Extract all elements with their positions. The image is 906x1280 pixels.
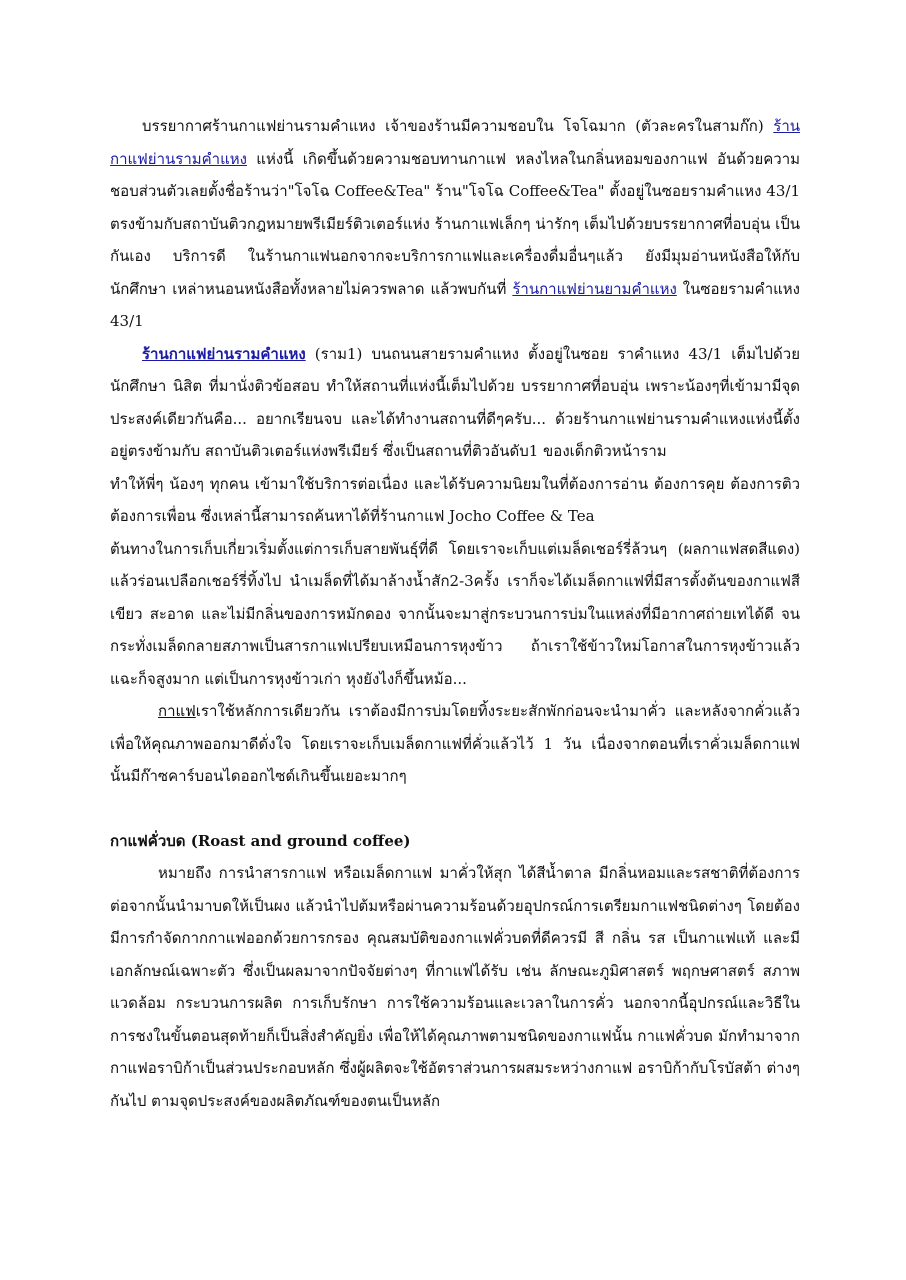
paragraph-services: ทำให้พี่ๆ น้องๆ ทุกคน เข้ามาใช้บริการต่อเนื่อง และได้รับความนิยมในที่ต้องการอ่าน ต้องการคุย ต้องการติว ต้องการเพื่อน ซึ่งเหล่านี้สามารถค้นหาได้ที่ร้านกาแฟ Jocho Coffee & Tea: [110, 474, 800, 525]
paragraph-harvest: ต้นทางในการเก็บเกี่ยวเริ่มตั้งแต่การเก็บสายพันธุ์ที่ดี โดยเราจะเก็บแต่เมล็ดเชอร์รี่ล้วนๆ (ผลกาแฟสดสีแดง) แล้วร่อนเปลือกเชอร์รี่ทิ้งไป นำเมล็ดที่ได้มาล้างน้ำสัก2-3ครั้ง เราก็จะได้เมล็ดกาแฟที่มีสารตั้งต้นของกาแฟสีเขียว สะอาด และไม่มีกลิ่นของการหมักดอง จากนั้นจะมาสู่กระบวนการบ่มในแหล่งที่มีอากาศถ่ายเทได้ดี จนกระทั่งเมล็ดกลายสภาพเป็นสารกาแฟเปรียบเหมือนการหุงข้าว ถ้าเราใช้ข้าวใหม่โอกาสในการหุงข้าวแล้วแฉะก็จสูงมาก แต่เป็นการหุงข้าวเก่า หุงยังไงก็ขึ้นหม้อ...: [110, 539, 800, 688]
paragraph-location: [110, 338, 800, 468]
shop-link-1[interactable]: ร้านกาแฟย่านรามคำแหง: [110, 117, 800, 168]
paragraph-intro: [110, 110, 800, 338]
coffee-underlined-word: กาแฟ: [158, 702, 196, 720]
intro-text-3: ในซอยรามคำแหง 43/1: [110, 279, 801, 330]
paragraph-definition: หมายถึง การนำสารกาแฟ หรือเมล็ดกาแฟ มาคั่วให้สุก ได้สีน้ำตาล มีกลิ่นหอมและรสชาติที่ต้องการ ต่อจากนั้นนำมาบดให้เป็นผง แล้วนำไปต้มหรือผ่านความร้อนด้วยอุปกรณ์การเตรียมกาแฟชนิดต่างๆ โดยต้องมีการกำจัดกากกาแฟออกด้วยการกรอง คุณสมบัติของกาแฟคั่วบดที่ดีควรมี สี กลิ่น รส เป็นกาแฟแท้ และมีเอกลักษณ์เฉพาะตัว ซึ่งเป็นผลมาจากปัจจัยต่างๆ ที่กาแฟได้รับ เช่น ลักษณะภูมิศาสตร์ พฤกษศาสตร์ สภาพแวดล้อม กระบวนการผลิต การเก็บรักษา การใช้ความร้อนและเวลาในการคั่ว นอกจากนี้อุปกรณ์และวิธีในการชงในขั้นตอนสุดท้ายก็เป็นสิ่งสำคัญยิ่ง เพื่อให้ได้คุณภาพตามชนิดของกาแฟนั้น กาแฟคั่วบด มักทำมาจากกาแฟอราบิก้าเป็นส่วนประกอบหลัก ซึ่งผู้ผลิตจะใช้อัตราส่วนการผสมระหว่างกาแฟ อราบิก้ากับโรบัสต้า ต่างๆ กันไป ตามจุดประสงค์ของผลิตภัณฑ์ของตนเป็นหลัก: [110, 864, 800, 1110]
shop-link-2[interactable]: ร้านกาแฟย่านยามคำแหง: [512, 279, 677, 298]
shop-link-3[interactable]: ร้านกาแฟย่านรามคำแหง: [142, 344, 306, 363]
location-text: (ราม1) บนถนนสายรามคำแหง ตั้งอยู่ในซอย ราคำแหง 43/1 เต็มไปด้วยนักศึกษา นิสิต ที่มานั่งติวข้อสอบ ทำให้สถานที่แห่งนี้เต็มไปด้วย บรรยากาศที่อบอุ่น เพราะน้องๆที่เข้ามามีจุดประสงค์เดียวกันคือ... อยากเรียนจบ และได้ทำงานสถานที่ดีๆครับ... ด้วยร้านกาแฟย่านรามคำแหงแห่งนี้ตั้งอยู่ตรงข้ามกับ สถาบันติวเตอร์แห่งพรีเมียร์ ซึ่งเป็นสถานที่ติวอันดับ1 ของเด็กติวหน้าราม: [110, 344, 800, 460]
paragraph-roasting: [110, 695, 800, 793]
intro-text-2: แห่งนี้ เกิดขึ้นด้วยความชอบทานกาแฟ หลงไหลในกลิ่นหอมของกาแฟ อันด้วยความชอบส่วนตัวเลยตั้งชื่อร้านว่า"โจโฉ Coffee&Tea" ร้าน"โจโฉ Coffee&Tea" ตั้งอยู่ในซอยรามคำแหง 43/1 ตรงข้ามกับสถาบันติวกฎหมายพรีเมียร์ติวเตอร์แห่ง ร้านกาแฟเล็กๆ น่ารักๆ เต็มไปด้วยบรรยากาศที่อบอุ่น เป็นกันเอง บริการดี ในร้านกาแฟนอกจากจะบริการกาแฟและเครื่องดื่มอื่นๆแล้ว ยังมีมุมอ่านหนังสือให้กับนักศึกษา เหล่าหนอนหนังสือทั้งหลายไม่ควรพลาด แล้วพบกันที่: [110, 149, 800, 298]
section-heading: กาแฟคั่วบด (Roast and ground coffee): [110, 831, 411, 850]
document-page: [110, 110, 800, 1117]
roasting-text: เราใช้หลักการเดียวกัน เราต้องมีการบ่มโดยทิ้งระยะสักพักก่อนจะนำมาคั่ว และหลังจากคั่วแล้ว เพื่อให้คุณภาพออกมาดีดั่งใจ โดยเราจะเก็บเมล็ดกาแฟที่คั่วแล้วไว้ 1 วัน เนื่องจากตอนที่เราคั่วเมล็ดกาแฟนั้นมีก๊าซคาร์บอนไดออกไซด์เกินขึ้นเยอะมากๆ: [110, 702, 800, 785]
intro-text-1: บรรยากาศร้านกาแฟย่านรามคำแหง เจ้าของร้านมีความชอบใน โจโฉมาก (ตัวละครในสามก๊ก): [142, 117, 774, 135]
